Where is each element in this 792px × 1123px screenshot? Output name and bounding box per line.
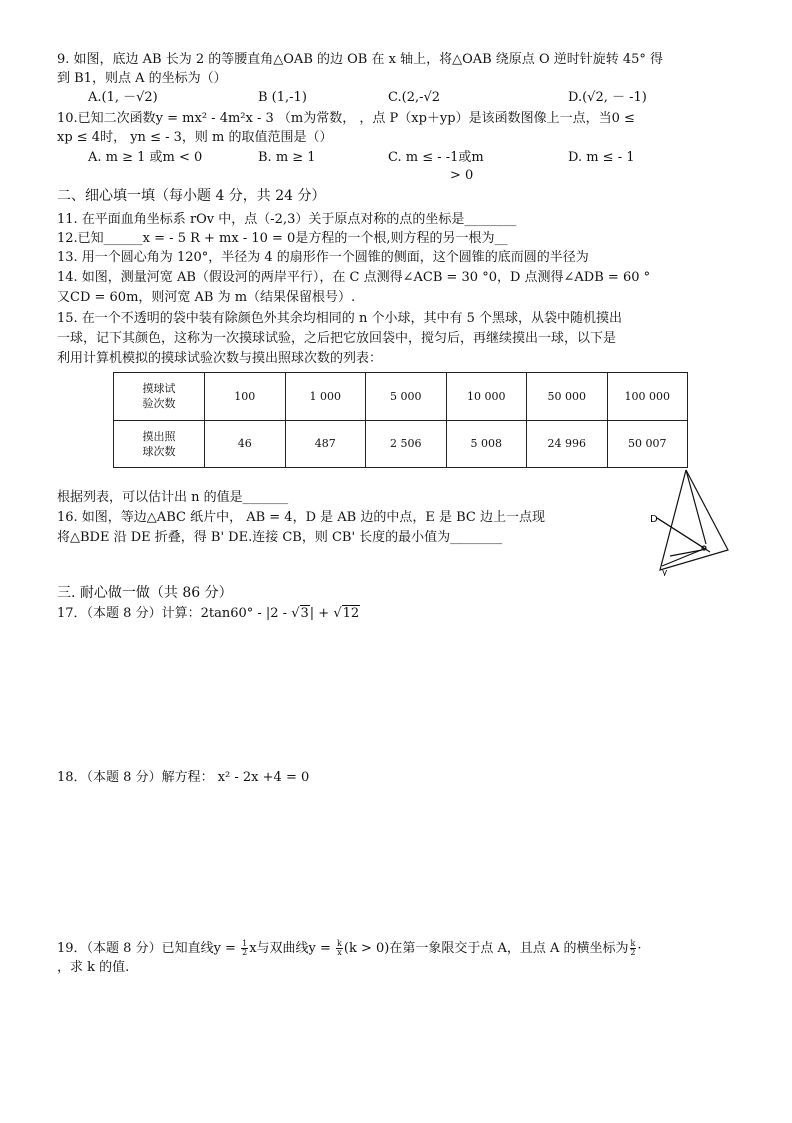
q10-line1: 10.已知二次函数y = mx² - 4m²x - 3 （m为常数， ，点 P（xp＋yp）是该函数图像上一点，当0 ≤ [57,111,635,126]
figure-label-d: D [650,514,658,525]
table-row-header: 摸出照 球次数 [114,420,205,468]
table-cell: 2 506 [366,420,447,468]
q10-option-a: A. m ≥ 1 或m < 0 [88,150,203,165]
table-cell: 1 000 [285,373,366,421]
table-row-header: 摸球试 验次数 [114,373,205,421]
section-2-heading: 二、细心填一填（每小题 4 分，共 24 分） [57,188,326,204]
q11: 11. 在平面血角坐标系 rOv 中，点（-2,3）关于原点对称的点的坐标是________ [57,212,517,227]
q12: 12.已知______x = - 5 R + mx - 10 = 0是方程的一个根,则方程的另一根为__ [57,231,508,246]
triangle-abc [660,470,728,570]
q9-option-b: B (1,-1) [258,90,307,105]
q13: 13. 用一个圆心角为 120°，半径为 4 的扇形作一个圆锥的侧面，这个圆锥的底而圆的半径为 [57,250,589,265]
q19-line1: 19．（本题 8 分）已知直线y = $\frac{1}{2}$ x与双曲线y = $\frac{k}{x}$ (k > 0)在第一象限交于点 A，且点 A 的横坐标为 $\frac{k}{2}$ · [57,939,642,957]
q15-line1: 15. 在一个不透明的袋中装有除颜色外其余均相同的 n 个小球，其中有 5 个黑球，从袋中随机摸出 [57,311,622,326]
figure-label-y: y [662,568,668,576]
table-row [114,373,688,421]
q10-option-c: C. m ≤ - -1或m [388,150,484,165]
experiment-table [113,372,688,468]
table-cell: 5 000 [366,373,447,421]
q18: 18．（本题 8 分）解方程： x² - 2x +4 = 0 [57,770,310,785]
table-cell: 5 008 [446,420,527,468]
q15-after: 根据列表，可以估计出 n 的值是_______ [57,490,289,505]
q10-option-d: D. m ≤ - 1 [568,150,635,165]
q17: 17．（本题 8 分）计算：2tan60° - |2 - √3| + √12 [57,606,360,621]
table-cell: 24 996 [527,420,608,468]
q16-line2: 将△BDE 沿 DE 折叠，得 B' DE.连接 CB，则 CB' 长度的最小值为________ [57,530,503,545]
q9-option-a: A.(1, －√2) [88,90,158,105]
q10-option-b: B. m ≥ 1 [258,150,316,165]
table-row [114,420,688,468]
table-cell: 50 000 [527,373,608,421]
q10-option-c-cont: > 0 [450,168,474,183]
q10-line2: xp ≤ 4时， yn ≤ - 3，则 m 的取值范围是（） [57,130,333,145]
table-cell: 50 007 [607,420,688,468]
q9-line1: 9. 如图，底边 AB 长为 2 的等腰直角△OAB 的边 OB 在 x 轴上，将△OAB 绕原点 O 逆时针旋转 45° 得 [57,52,664,67]
table-cell: 46 [205,420,286,468]
q9-option-c: C.(2,-√2 [388,90,441,105]
q15-line2: 一球，记下其颜色，这称为一次摸球试验，之后把它放回袋中，搅匀后，再继续摸出一球，以下是 [57,331,617,346]
table-cell: 487 [285,420,366,468]
q14-line2: 又CD = 60m，则河宽 AB 为 m（结果保留根号）. [57,290,356,305]
q15-line3: 利用计算机模拟的摸球试验次数与摸出照球次数的列表： [57,351,383,366]
q16-line1: 16. 如图，等边△ABC 纸片中， AB = 4，D 是 AB 边的中点，E 是 BC 边上一点现 [57,510,545,525]
q14-line1: 14. 如图，测量河宽 AB（假设河的两岸平行），在 C 点测得∠ACB = 30 °0，D 点测得∠ADB = 60 ° [57,270,651,285]
q19-line2: ，求 k 的值. [57,960,130,975]
table-cell: 100 000 [607,373,688,421]
q9-option-d: D.(√2, － -1) [568,90,647,105]
triangle-figure [640,468,732,576]
q9-line2: 到 B1，则点 A 的坐标为（） [57,71,227,86]
table-cell: 10 000 [446,373,527,421]
section-3-heading: 三. 耐心做一做（共 86 分） [57,585,233,601]
table-cell: 100 [205,373,286,421]
